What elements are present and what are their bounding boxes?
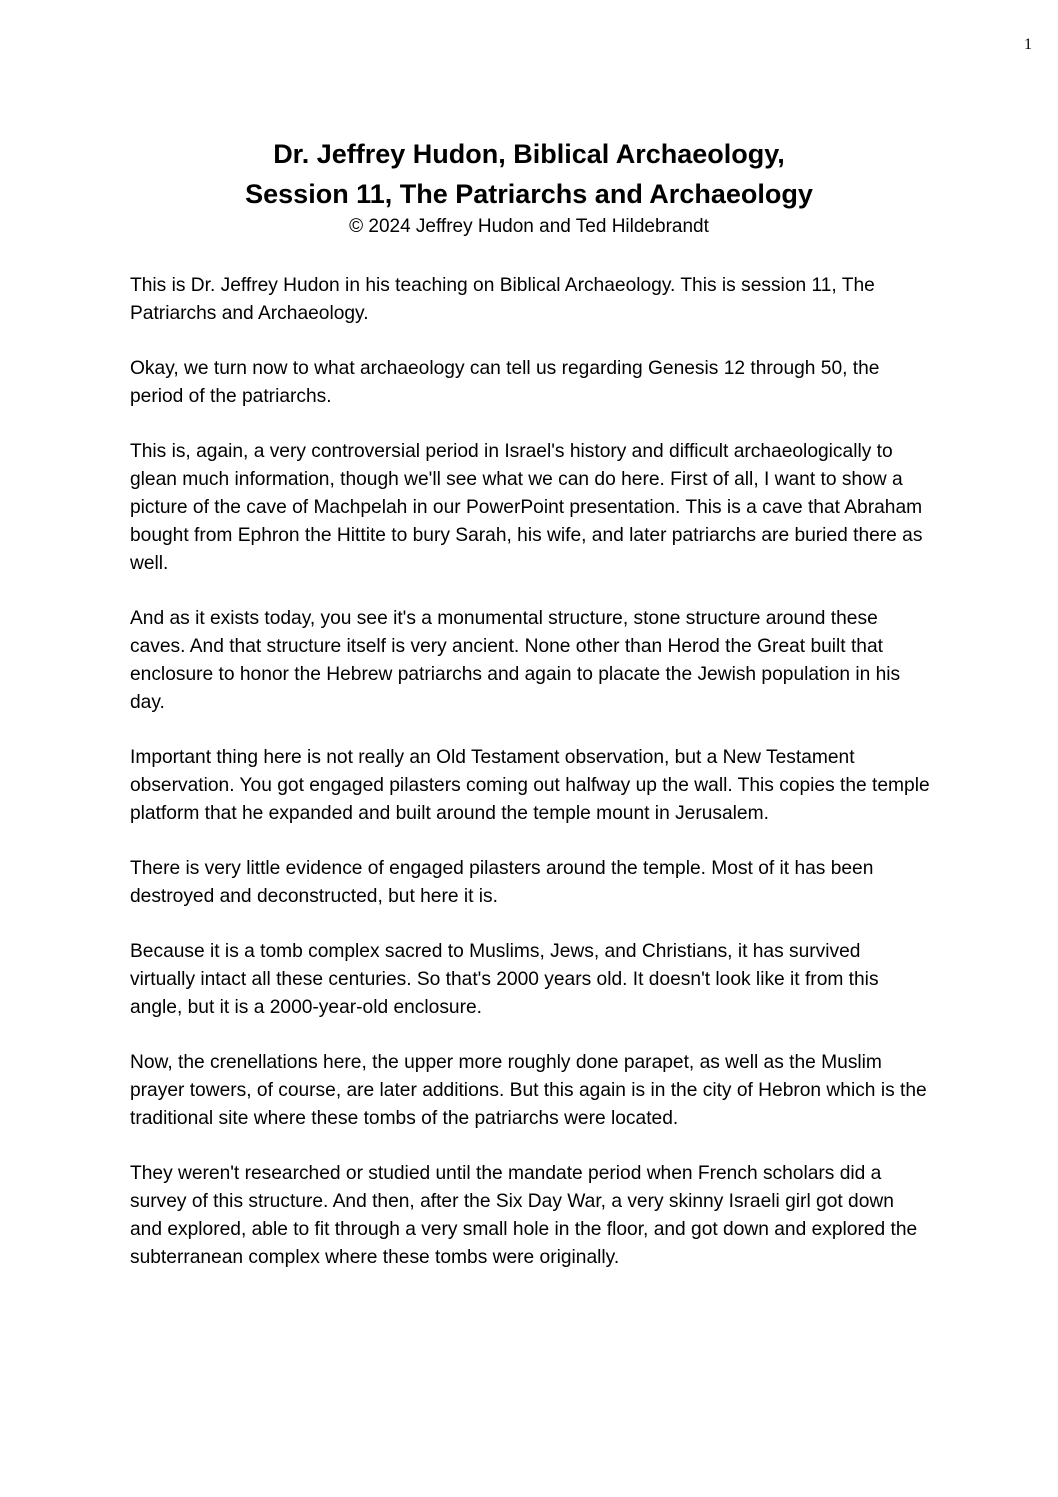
page-number: 1 <box>1024 36 1032 53</box>
paragraph: There is very little evidence of engaged pilasters around the temple. Most of it has been destroyed and deconstructed, but here it is. <box>130 858 874 907</box>
copyright: © 2024 Jeffrey Hudon and Ted Hildebrandt <box>349 216 709 237</box>
paragraph: And as it exists today, you see it's a monumental structure, stone structure around these caves. And that structure itself is very ancient. None other than Herod the Great built that enclosure to honor the Hebrew patriarchs and again to placate the Jewish population in his day. <box>130 608 901 713</box>
paragraph: Okay, we turn now to what archaeology can tell us regarding Genesis 12 through 50, the period of the patriarchs. <box>130 358 880 407</box>
title-line-2: Session 11, The Patriarchs and Archaeology <box>245 179 813 209</box>
paragraph: Because it is a tomb complex sacred to Muslims, Jews, and Christians, it has survived virtually intact all these centuries. So that's 2000 years old. It doesn't look like it from this angle, but it is a 2000-year-old enclosure. <box>130 941 879 1018</box>
title-line-1: Dr. Jeffrey Hudon, Biblical Archaeology, <box>273 139 785 169</box>
paragraph: They weren't researched or studied until the mandate period when French scholars did a survey of this structure. And then, after the Six Day War, a very skinny Israeli girl got down and explored, able to fit through a very small hole in the floor, and got down and explored the subterranean complex where these tombs were originally. <box>130 1163 918 1268</box>
paragraph: This is Dr. Jeffrey Hudon in his teaching on Biblical Archaeology. This is session 11, The Patriarchs and Archaeology. <box>130 275 875 324</box>
paragraph: Now, the crenellations here, the upper more roughly done parapet, as well as the Muslim prayer towers, of course, are later additions. But this again is in the city of Hebron which is the traditional site where these tombs of the patriarchs were located. <box>130 1052 927 1129</box>
paragraph: Important thing here is not really an Old Testament observation, but a New Testament observation. You got engaged pilasters coming out halfway up the wall. This copies the temple platform that he expanded and built around the temple mount in Jerusalem. <box>130 747 930 824</box>
document-body <box>130 272 930 1299</box>
paragraph: This is, again, a very controversial period in Israel's history and difficult archaeologically to glean much information, though we'll see what we can do here. First of all, I want to show a picture of the cave of Machpelah in our PowerPoint presentation. This is a cave that Abraham bought from Ephron the Hittite to bury Sarah, his wife, and later patriarchs are buried there as well. <box>130 441 923 574</box>
document-title <box>0 134 1058 214</box>
